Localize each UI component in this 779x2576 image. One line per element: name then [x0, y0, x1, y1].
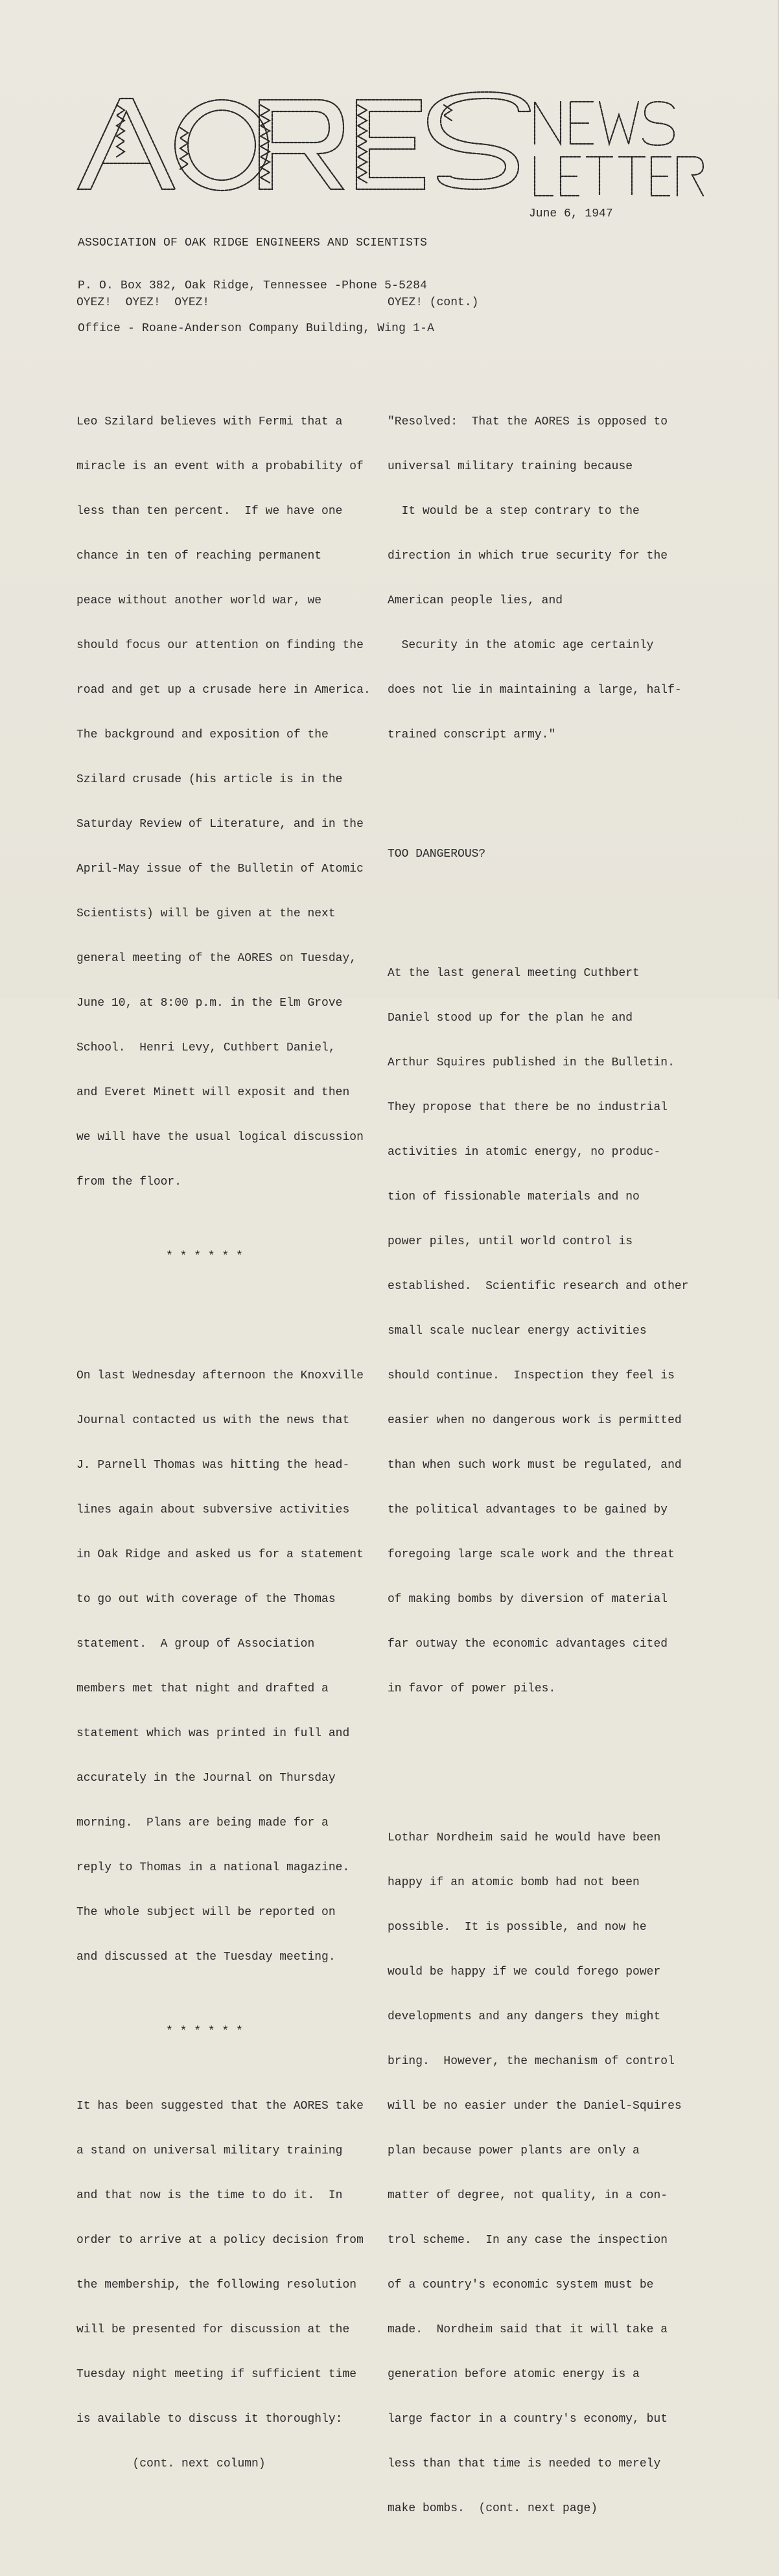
text-line: members met that night and drafted a: [76, 1682, 329, 1695]
text-line: plan because power plants are only a: [388, 2144, 640, 2157]
text-line: developments and any dangers they might: [388, 2010, 661, 2023]
text-line: Scientists) will be given at the next: [76, 907, 336, 920]
text-line: direction in which true security for the: [388, 550, 668, 563]
text-line: road and get up a crusade here in America.: [76, 684, 371, 697]
text-line: should focus our attention on finding the: [76, 639, 364, 652]
text-line: less than ten percent. If we have one: [76, 505, 343, 518]
text-line: in Oak Ridge and asked us for a statement: [76, 1548, 364, 1561]
text-line: miracle is an event with a probability of: [76, 460, 364, 473]
text-line: large factor in a country's economy, but: [388, 2413, 668, 2426]
text-line: J. Parnell Thomas was hitting the head-: [76, 1459, 350, 1472]
section-divider: * * * * * *: [166, 2025, 243, 2038]
text-line: Saturday Review of Literature, and in the: [76, 818, 364, 831]
text-line: peace without another world war, we: [76, 594, 322, 607]
text-line: and discussed at the Tuesday meeting.: [76, 1951, 336, 1964]
umt-paragraph: [76, 2069, 388, 2501]
text-line: Daniel stood up for the plan he and: [388, 1012, 633, 1025]
text-line: bring. However, the mechanism of control: [388, 2055, 675, 2068]
aores-newsletter-logo: [71, 92, 706, 202]
text-line: reply to Thomas in a national magazine.: [76, 1861, 350, 1874]
text-line: order to arrive at a policy decision from: [76, 2234, 364, 2247]
text-line: generation before atomic energy is a: [388, 2368, 640, 2381]
nordheim-paragraph: [388, 1801, 712, 2546]
association-name: ASSOCIATION OF OAK RIDGE ENGINEERS AND SCIENTISTS: [78, 237, 428, 249]
szilard-paragraph: [76, 385, 388, 1220]
text-line: activities in atomic energy, no produc-: [388, 1146, 661, 1159]
text-line: from the floor.: [76, 1176, 182, 1189]
text-line: happy if an atomic bomb had not been: [388, 1876, 640, 1889]
text-line: Lothar Nordheim said he would have been: [388, 1831, 661, 1844]
text-line: than when such work must be regulated, and: [388, 1459, 682, 1472]
text-line: small scale nuclear energy activities: [388, 1325, 647, 1338]
text-line: matter of degree, not quality, in a con-: [388, 2189, 668, 2202]
text-line: Szilard crusade (his article is in the: [76, 773, 343, 786]
text-line: On last Wednesday afternoon the Knoxville: [76, 1369, 364, 1382]
text-line: Journal contacted us with the news that: [76, 1414, 350, 1427]
text-line: foregoing large scale work and the threat: [388, 1548, 675, 1561]
masthead: [71, 92, 706, 202]
association-office: Office - Roane-Anderson Company Building, Wing 1-A: [78, 322, 435, 335]
text-line: to go out with coverage of the Thomas: [76, 1593, 336, 1606]
text-line: Security in the atomic age certainly: [388, 639, 654, 652]
text-line: of a country's economic system must be: [388, 2279, 654, 2292]
text-line: the membership, the following resolution: [76, 2279, 357, 2292]
text-line: They propose that there be no industrial: [388, 1101, 668, 1114]
continued-note: (cont. next column): [76, 2457, 266, 2470]
text-line: It has been suggested that the AORES take: [76, 2100, 364, 2113]
text-line: of making bombs by diversion of material: [388, 1593, 668, 1606]
association-po-box: P. O. Box 382, Oak Ridge, Tennessee -Phone 5-5284: [78, 279, 428, 292]
resolution-paragraph: [388, 385, 712, 772]
text-line: American people lies, and: [388, 594, 563, 607]
text-line: statement. A group of Association: [76, 1638, 315, 1651]
text-line: The background and exposition of the: [76, 728, 329, 741]
text-line: easier when no dangerous work is permitted: [388, 1414, 682, 1427]
text-line: would be happy if we could forego power: [388, 1966, 661, 1978]
text-line: trol scheme. In any case the inspection: [388, 2234, 668, 2247]
text-line: established. Scientific research and other: [388, 1280, 689, 1293]
text-line: June 10, at 8:00 p.m. in the Elm Grove: [76, 997, 343, 1010]
text-line: lines again about subversive activities: [76, 1503, 350, 1516]
text-line: we will have the usual logical discussion: [76, 1131, 364, 1144]
text-line: The whole subject will be reported on: [76, 1906, 336, 1919]
left-column: [76, 266, 388, 2531]
text-line: It would be a step contrary to the: [388, 505, 640, 518]
text-line: does not lie in maintaining a large, half-: [388, 684, 682, 697]
text-line: April-May issue of the Bulletin of Atomic: [76, 863, 364, 876]
issue-date: June 6, 1947: [529, 207, 613, 220]
text-line: made. Nordheim said that it will take a: [388, 2323, 668, 2336]
text-line: less than that time is needed to merely: [388, 2457, 661, 2470]
text-line: Leo Szilard believes with Fermi that a: [76, 415, 343, 428]
text-line: far outway the economic advantages cited: [388, 1638, 668, 1651]
thomas-paragraph: [76, 1339, 388, 1995]
daniel-squires-paragraph: [388, 936, 712, 1726]
text-line: will be no easier under the Daniel-Squires: [388, 2100, 682, 2113]
text-line: and that now is the time to do it. In: [76, 2189, 343, 2202]
text-line: School. Henri Levy, Cuthbert Daniel,: [76, 1041, 336, 1054]
section-divider: * * * * * *: [166, 1250, 243, 1263]
text-line: general meeting of the AORES on Tuesday,: [76, 952, 357, 965]
text-line: and Everet Minett will exposit and then: [76, 1086, 350, 1099]
text-line: statement which was printed in full and: [76, 1727, 350, 1740]
text-line: tion of fissionable materials and no: [388, 1190, 640, 1203]
text-line: possible. It is possible, and now he: [388, 1921, 647, 1934]
text-line: chance in ten of reaching permanent: [76, 550, 322, 563]
text-line: accurately in the Journal on Thursday: [76, 1772, 336, 1785]
text-line: a stand on universal military training: [76, 2144, 343, 2157]
text-line: will be presented for discussion at the: [76, 2323, 350, 2336]
text-line: Tuesday night meeting if sufficient time: [76, 2368, 357, 2381]
text-line: Arthur Squires published in the Bulletin.: [388, 1056, 675, 1069]
text-line: power piles, until world control is: [388, 1235, 633, 1248]
oyez-cont-heading: OYEZ! (cont.): [388, 296, 479, 309]
oyez-heading: OYEZ! OYEZ! OYEZ!: [76, 296, 210, 309]
text-line: universal military training because: [388, 460, 633, 473]
too-dangerous-heading: TOO DANGEROUS?: [388, 848, 486, 861]
right-column: [388, 266, 712, 2576]
text-line: At the last general meeting Cuthbert: [388, 967, 640, 980]
continued-note: make bombs. (cont. next page): [388, 2502, 598, 2515]
text-line: should continue. Inspection they feel is: [388, 1369, 675, 1382]
text-line: trained conscript army.": [388, 728, 556, 741]
text-line: in favor of power piles.: [388, 1682, 556, 1695]
text-line: the political advantages to be gained by: [388, 1503, 668, 1516]
text-line: morning. Plans are being made for a: [76, 1816, 329, 1829]
text-line: "Resolved: That the AORES is opposed to: [388, 415, 668, 428]
text-line: is available to discuss it thoroughly:: [76, 2413, 343, 2426]
